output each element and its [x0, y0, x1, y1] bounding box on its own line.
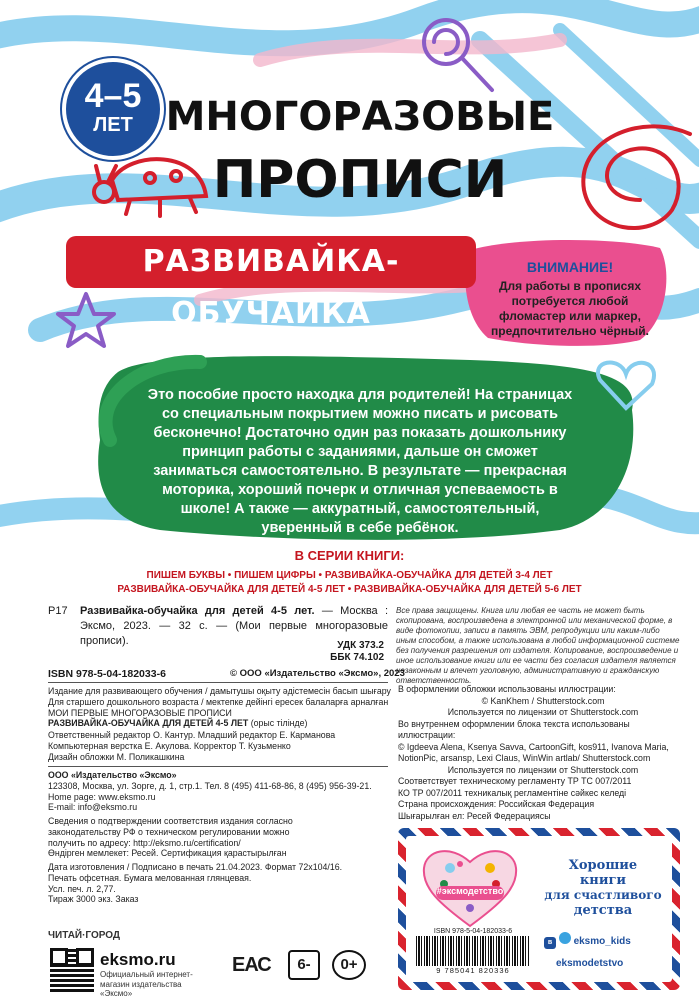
age-rating-circle: 0+	[332, 950, 366, 980]
attention-heading: ВНИМАНИЕ!	[526, 259, 614, 275]
print-line-3: Усл. печ. л. 2,77.	[48, 883, 116, 894]
conformity-line-2: законодательству РФ о техническом регулировании можно	[48, 826, 290, 837]
barcode-number: 9 785041 820336	[436, 966, 510, 975]
illus-line-7: Используется по лицензии от Shutterstock.com	[447, 764, 639, 775]
illus-line-3: Используется по лицензии от Shutterstock.com	[447, 707, 639, 717]
conformity-line-4: Өндірген мемлекет: Ресей. Сертификация қарастырылған	[48, 848, 287, 859]
illus-line-5: © Igdeeva Alena, Ksenya Savva, CartoonGift, kos911, Ivanova Maria,	[398, 741, 669, 752]
series-list-line-2: РАЗВИВАЙКА-ОБУЧАЙКА ДЛЯ ДЕТЕЙ 4-5 ЛЕТ • РАЗВИВАЙКА-ОБУЧАЙКА ДЛЯ ДЕТЕЙ 5-6 ЛЕТ	[117, 584, 582, 595]
heart-label: #эксмодетство	[436, 886, 504, 896]
publisher-email: E-mail: info@eksmo.ru	[48, 802, 138, 813]
biblio-title: Развивайка-обучайка для детей 4-5 лет.	[80, 605, 315, 617]
age-number: 4–5	[84, 77, 142, 115]
series-list-line-1: ПИШЕМ БУКВЫ • ПИШЕМ ЦИФРЫ • РАЗВИВАЙКА-ОБУЧАЙКА ДЛЯ ДЕТЕЙ 3-4 ЛЕТ	[146, 570, 553, 581]
illustration-credits	[398, 684, 688, 822]
social-handle-1-label: eksmo_kids	[573, 936, 631, 947]
illus-line-11: Шығарылған ел: Ресей Федерациясы	[398, 810, 551, 821]
publisher-info	[48, 770, 393, 813]
age-rating-badge: 6-	[288, 950, 320, 980]
staff-line-2: Компьютерная верстка Е. Акулова. Корректор Т. Кузьменко	[48, 740, 291, 751]
barcode-isbn: ISBN 978-5-04-182033-6	[433, 928, 513, 935]
title-line-2: ПРОПИСИ	[212, 150, 508, 210]
subtitle-banner: РАЗВИВАЙКА-ОБУЧАЙКА	[66, 236, 476, 288]
print-line-4: Тираж 3000 экз. Заказ	[48, 894, 139, 905]
print-info	[48, 862, 393, 905]
publisher-home: Home page: www.eksmo.ru	[48, 791, 156, 802]
social-handle-1	[544, 932, 631, 949]
qr-code	[50, 948, 94, 992]
edition-language: (орыс тілінде)	[248, 718, 308, 729]
slogan-line-2: книги	[579, 873, 627, 888]
print-line-2: Печать офсетная. Бумага мелованная глянцевая.	[48, 872, 252, 883]
shop-description: Официальный интернет-магазин издательства «Эксмо»	[100, 970, 193, 998]
edition-title: РАЗВИВАЙКА-ОБУЧАЙКА ДЛЯ ДЕТЕЙ 4-5 ЛЕТ	[48, 718, 249, 729]
telegram-icon	[559, 932, 571, 944]
edition-line-2: Для старшего дошкольного возраста / мектепке дейінгі ересек балаларға арналған	[48, 696, 389, 707]
biblio-code: Р17	[48, 605, 68, 617]
promo-sticker	[398, 828, 680, 990]
illus-line-9: КО ТР 007/2011 техникалық регламентіне сәйкес келеді	[398, 787, 627, 798]
eac-mark: ЕАС	[232, 954, 271, 976]
staff-credits	[48, 730, 393, 762]
bbk-code: ББК 74.102	[330, 652, 384, 663]
conformity-line-1: Сведения о подтверждении соответствия издания согласно	[48, 816, 293, 826]
illus-line-2: © KanKhem / Shutterstock.com	[481, 695, 605, 706]
illus-line-4: Во внутреннем оформлении блока текста использованы иллюстрации:	[398, 718, 630, 740]
slogan-line-1: Хорошие	[568, 858, 638, 873]
staff-line-1: Ответственный редактор О. Кантур. Младший редактор Е. Карманова	[48, 730, 336, 740]
classification-codes	[280, 640, 384, 664]
biblio-rest: — Москва : Эксмо, 2023. — 32 с. — (Мои первые многоразовые прописи).	[80, 605, 389, 647]
illus-line-10: Страна происхождения: Российская Федерация	[398, 799, 595, 809]
attention-note	[480, 260, 660, 339]
slogan	[544, 858, 662, 918]
publisher-address: 123308, Москва, ул. Зорге, д. 1, стр.1. Тел. 8 (495) 411-68-86, 8 (495) 956-39-21.	[48, 780, 372, 791]
series-heading: В СЕРИИ КНИГИ:	[294, 548, 405, 563]
divider	[48, 766, 388, 767]
age-unit: ЛЕТ	[93, 114, 133, 136]
udk-code: УДК 373.2	[337, 640, 384, 651]
conformity-info	[48, 816, 393, 859]
slogan-line-4: детства	[573, 903, 633, 918]
illus-line-8: Соответствует техническому регламенту ТР ТС 007/2011	[398, 776, 632, 786]
print-line-1: Дата изготовления / Подписано в печать 21.04.2023. Формат 72x104/16.	[48, 862, 343, 872]
edition-line-3: МОИ ПЕРВЫЕ МНОГОРАЗОВЫЕ ПРОПИСИ	[48, 707, 232, 718]
isbn: ISBN 978-5-04-182033-6	[48, 668, 166, 680]
copyright-notice: Все права защищены. Книга или любая ее часть не может быть скопирована, воспроизведена в электронной или механической форме, в виде фотокопии, записи в память ЭВМ, репродукции или каким-либо иным способом, а также использована в любой информационной системе без получения разрешения от издателя. Копирование, воспроизведение и иное использование книги или ее части без согласия издателя является незаконным и влечет уголовную, административную и гражданскую ответственность.	[396, 606, 680, 685]
conformity-line-3: получить по адресу: http://eksmo.ru/certification/	[48, 837, 241, 848]
edition-line-1: Издание для развивающего обучения / дамытушы оқыту әдістемесін басып шығару	[48, 686, 391, 696]
barcode-bars	[416, 936, 530, 966]
barcode	[416, 928, 530, 978]
publisher-copyright: © ООО «Издательство «Эксмо», 2023	[230, 668, 405, 679]
illus-line-6: NotionPic, arsansp, Lexi Claus, WinWin artlab/ Shutterstock.com	[398, 753, 651, 763]
sticker-card	[406, 836, 672, 982]
divider	[48, 682, 388, 683]
publisher-name: ООО «Издательство «Эксмо»	[48, 770, 177, 780]
staff-line-3: Дизайн обложки М. Поликашкина	[48, 751, 185, 762]
edition-info	[48, 686, 393, 729]
slogan-line-3: для счастливого	[544, 888, 662, 902]
lollipop-doodle-icon	[424, 20, 492, 90]
store-logo: ЧИТАЙ·ГОРОД	[48, 930, 121, 941]
description-text: Это пособие просто находка для родителей! На страницах со специальным покрытием можно писать и рисовать бесконечно! Достаточно один раз показать дошкольнику принцип работы с заданиями, дальше он сможет заниматься самостоятельно. В результате — прекрасная моторика, хороший почерк и отличная успеваемость в школе! А также — аккуратный, самостоятельный, уверенный в себе ребёнок.	[147, 387, 573, 536]
vk-icon: в	[544, 937, 556, 949]
attention-text: Для работы в прописях потребуется любой фломастер или маркер, предпочтительно чёрный.	[490, 279, 649, 338]
illus-line-1: В оформлении обложки использованы иллюстрации:	[398, 684, 616, 694]
social-handle-2: eksmodetstvo	[556, 958, 624, 969]
site-link[interactable]: eksmo.ru	[100, 950, 176, 969]
title-line-1: МНОГОРАЗОВЫЕ	[165, 94, 555, 140]
edition-line-4	[48, 718, 393, 729]
